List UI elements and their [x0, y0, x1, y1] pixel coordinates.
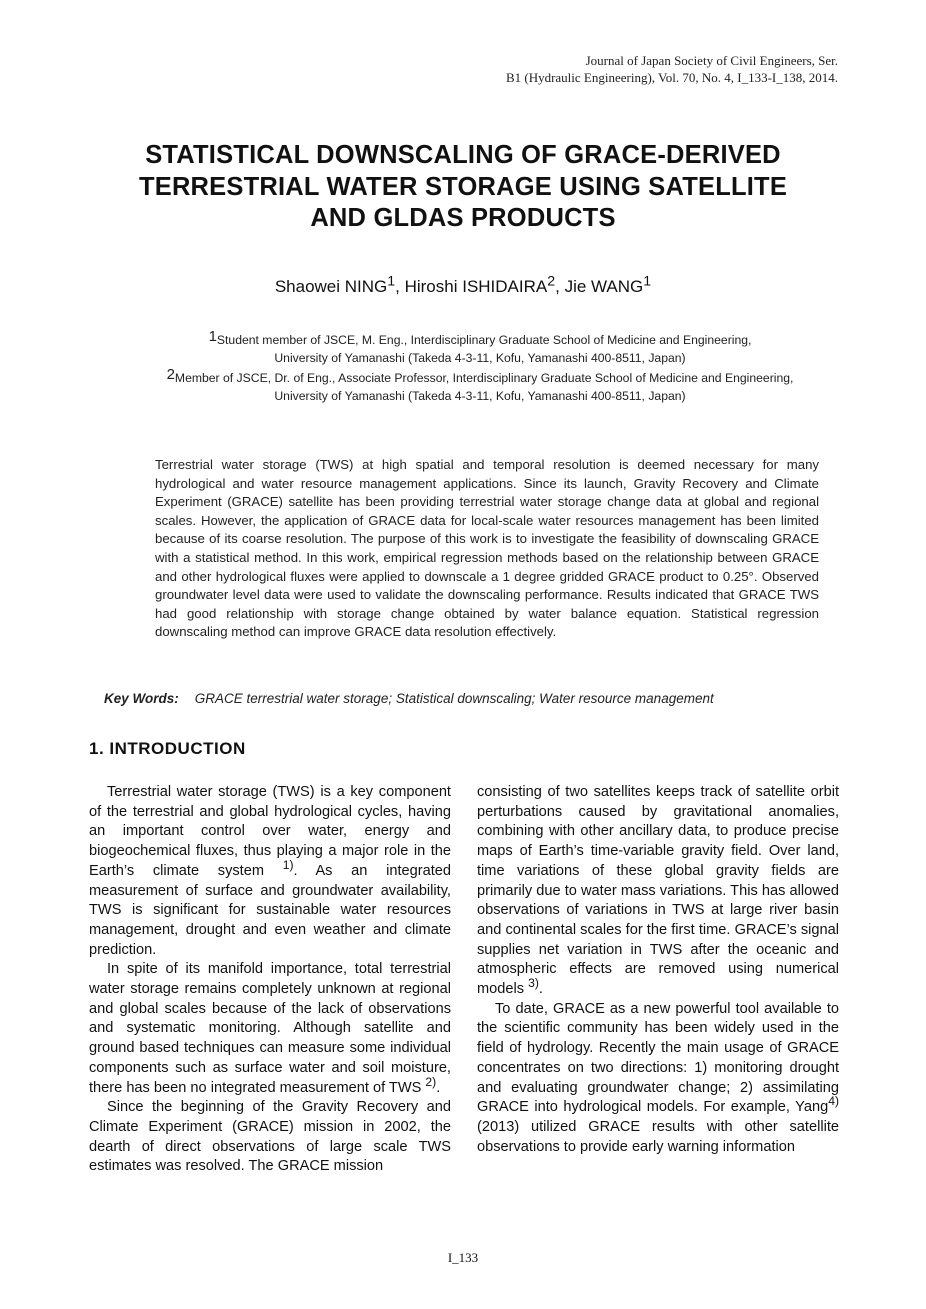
author-name: Hiroshi ISHIDAIRA	[404, 277, 548, 296]
paragraph: consisting of two satellites keeps track of satellite orbit perturbations caused by gravitational anomalies, combining with other ancillary data, to produce precise maps of Earth’s time-variable gravity field. Over land, time variations of these global gravity fields are primarily due to water mass variations. This has allowed observations of variations in TWS at large river basin and continental scales for the first time. GRACE’s signal supplies net variation in TWS after the oceanic and atmospheric effects are removed using numerical models $^{3)}$.	[477, 784, 839, 998]
title-line-2: TERRESTRIAL WATER STORAGE USING SATELLITE	[138, 172, 788, 201]
keywords-text: GRACE terrestrial water storage; Statistical downscaling; Water resource management	[194, 691, 714, 706]
journal-citation	[506, 52, 838, 86]
citation-ref: 4)	[828, 1094, 839, 1109]
affil-line: University of Yamanashi (Takeda 4-3-11, Kofu, Yamanashi 400-8511, Japan)	[274, 351, 686, 365]
affil-mark: 1	[208, 328, 217, 345]
citation-ref: 1)	[282, 857, 294, 872]
keywords-label: Key Words:	[104, 691, 179, 706]
title-line-3: AND GLDAS PRODUCTS	[310, 204, 616, 232]
author-affil-mark: 2	[547, 273, 556, 290]
paper-title	[80, 140, 846, 235]
affil-mark: 2	[166, 366, 175, 383]
title-line-1: STATISTICAL DOWNSCALING OF GRACE-DERIVED	[145, 141, 781, 169]
citation-ref: 2)	[425, 1074, 437, 1089]
paragraph: To date, GRACE as a new powerful tool available to the scientific community has been widely used in the field of hydrology. Recently the main usage of GRACE concentrates on two directions: 1) monitoring drought and evaluating groundwater change; 2) assimilating GRACE into hydrological models. For example, Yang$^{4)}$ (2013) utilized GRACE results with other satellite observations to provide early warning information	[477, 1000, 839, 1155]
author-affil-mark: 1	[387, 273, 396, 290]
paragraph: Since the beginning of the Gravity Recovery and Climate Experiment (GRACE) mission in 2002, the dearth of direct observations of large scale TWS estimates was resolved. The GRACE mission	[89, 1099, 451, 1175]
affiliation-1	[140, 328, 820, 367]
paragraph: Terrestrial water storage (TWS) is a key component of the terrestrial and global hydrological cycles, having an important control over water, energy and biogeochemical fluxes, thus playing a major role in the Earth’s climate system $^{1)}$. As an integrated measurement of surface and groundwater availability, TWS is significant for sustainable water resources management, drought and even weather and climate prediction.	[89, 784, 451, 958]
journal-line-1: Journal of Japan Society of Civil Engineers, Ser.	[585, 53, 838, 68]
affil-line: Member of JSCE, Dr. of Eng., Associate Professor, Interdisciplinary Graduate School of Medicine and Engineering,	[174, 371, 794, 385]
keywords	[104, 691, 714, 706]
author-list: Shaowei NING$^1$, Hiroshi ISHIDAIRA$^2$, Jie WANG$^1$	[274, 273, 652, 296]
journal-line-2: B1 (Hydraulic Engineering), Vol. 70, No. 4, I_133-I_138, 2014.	[505, 70, 838, 85]
affil-line: Student member of JSCE, M. Eng., Interdisciplinary Graduate School of Medicine and Engineering,	[216, 333, 752, 347]
affiliation-2	[130, 366, 830, 405]
abstract: Terrestrial water storage (TWS) at high spatial and temporal resolution is deemed necessary for many hydrological and water resource management applications. Since its launch, Gravity Recovery and Climate Experiment (GRACE) satellite has been providing terrestrial water storage change data at global and regional scales. However, the application of GRACE data for local-scale water resources management has been limited because of its coarse resolution. The purpose of this work is to investigate the feasibility of downscaling GRACE with a statistical method. In this work, empirical regression methods based on the relationship between GRACE and other hydrological fluxes were applied to downscale a 1 degree gridded GRACE product to 0.25°. Observed groundwater level data were used to validate the downscaling performance. Results indicated that GRACE TWS had good relationship with storage change obtained by water balance equation. Statistical regression downscaling method can improve GRACE data resolution effectively.	[155, 457, 819, 640]
section-heading: 1. INTRODUCTION	[89, 739, 246, 758]
left-column	[89, 783, 451, 1177]
author-name: Shaowei NING	[274, 277, 388, 296]
citation-ref: 3)	[528, 976, 539, 991]
affil-line: University of Yamanashi (Takeda 4-3-11, Kofu, Yamanashi 400-8511, Japan)	[274, 389, 686, 403]
right-column	[477, 783, 839, 1157]
page-number: I_133	[447, 1250, 479, 1265]
author-name: Jie WANG	[564, 277, 644, 296]
author-affil-mark: 1	[643, 273, 652, 290]
paragraph: In spite of its manifold importance, total terrestrial water storage remains completely unknown at regional and global scales because of the lack of observations and systematic monitoring. Although satellite and ground based techniques can measure some individual components such as surface water and soil moisture, there has been no integrated measurement of TWS $^{2)}$.	[89, 961, 451, 1096]
